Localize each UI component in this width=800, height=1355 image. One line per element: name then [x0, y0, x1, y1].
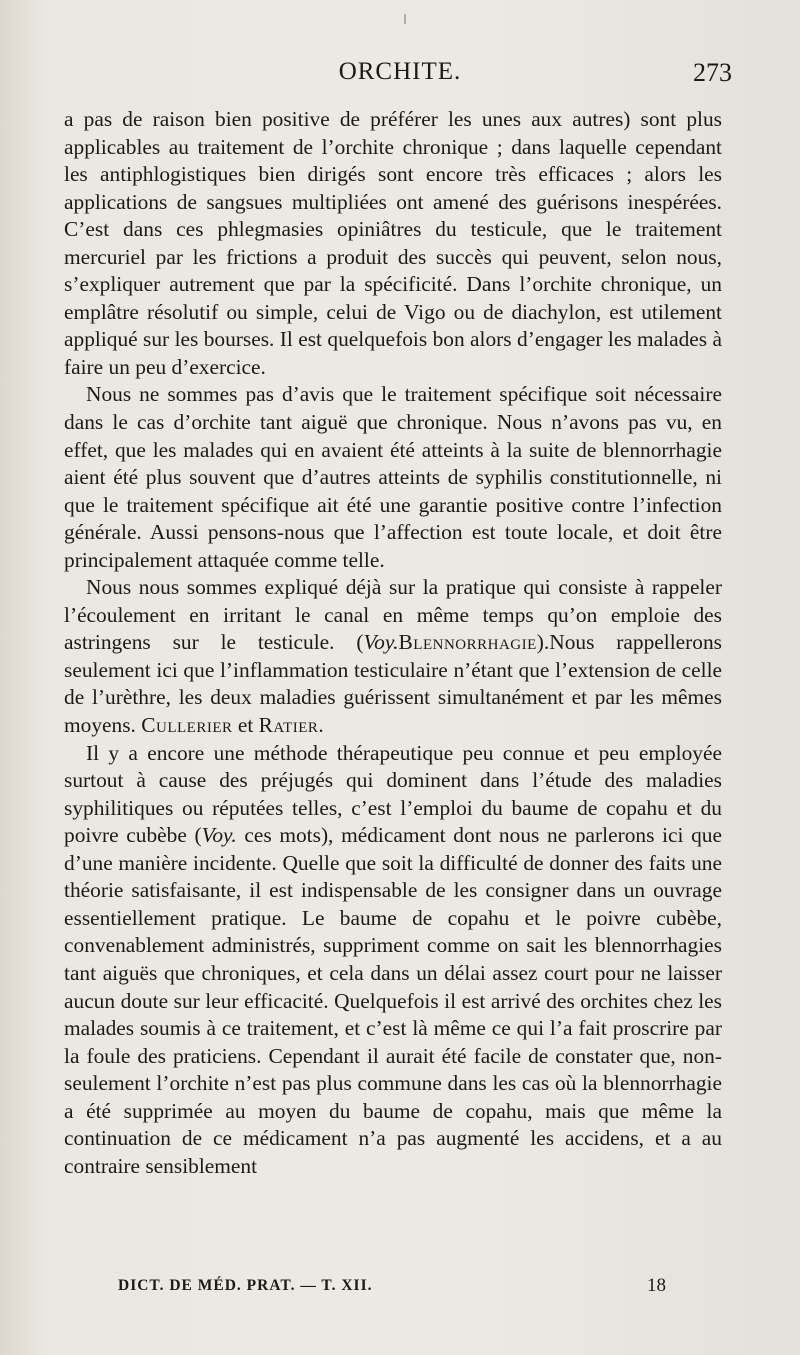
- paragraph: [64, 740, 722, 1181]
- text-run: Voy.: [363, 630, 399, 655]
- signature-line: DICT. DE MÉD. PRAT. — T. XII.: [118, 1277, 373, 1294]
- text-run: Ratier: [258, 713, 319, 738]
- page-number: 273: [693, 58, 732, 87]
- text-run: et: [232, 713, 259, 738]
- text-run: a pas de raison bien positive de préférer les unes aux autres) sont plus applicables au traitement de l’orchite chronique ; dans laquelle cependant les antiphlogistiques bien dirigés sont encore très efficaces ; alors les applications de sangsues multipliées ont amené des guérisons inespérées. C’est dans ces phlegmasies opiniâtres du testicule, que le traitement mercuriel par les frictions a produit des succès qui peuvent, selon nous, s’expliquer autrement que par la spécificité. Dans l’orchite chronique, un emplâtre résolutif ou simple, celui de Vigo ou de diachylon, est utilement appliqué sur les bourses. Il est quelquefois bon alors d’engager les malades à faire un peu d’exercice.: [64, 107, 722, 379]
- text-run: ces mots), médicament dont nous ne parlerons ici que d’une manière incidente. Quelle que soit la difficulté de donner des faits une théorie satisfaisante, il est indispensable de les consigner dans un ouvrage essentiellement pratique. Le baume de copahu et le poivre cubèbe, convenablement administrés, suppriment comme on sait les blennorrhagies tant aiguës que chroniques, et cela dans un délai assez court pour ne laisser aucun doute sur leur efficacité. Quelquefois il est arrivé des orchites chez les malades soumis à ce traitement, et c’est là même ce qui l’a fait proscrire par la foule des praticiens. Cependant il aurait été facile de constater que, non-seulement l’orchite n’est pas plus commune dans les cas où la blennorrhagie a été supprimée au moyen du baume de copahu, mais que même la continuation de ce médicament n’a pas augmenté les accidens, et a au contraire sensiblement: [64, 823, 722, 1178]
- paragraph: [64, 574, 722, 739]
- text-run: Voy.: [201, 823, 237, 848]
- page-footer: [0, 1277, 800, 1307]
- page-header: [0, 58, 800, 98]
- text-run: Blennorrhagie: [398, 630, 537, 655]
- text-run: Il y a encore une méthode thérapeutique peu connue et peu employée surtout à cause des préjugés qui dominent dans l’étude des maladies syphilitiques ou réputées telles, c’est l’emploi du baume de copahu et du poivre cubèbe (: [64, 740, 722, 848]
- body-text: [64, 106, 722, 1180]
- text-run: Nous nous sommes expliqué déjà sur la pratique qui consiste à rappeler l’écoulement en irritant le canal en même temps qu’on emploie des astringens sur le testicule. (: [64, 575, 722, 655]
- text-run: .: [318, 713, 324, 738]
- running-title: ORCHITE.: [338, 58, 462, 85]
- text-run: Cullerier: [141, 713, 233, 738]
- sheet-number: 18: [647, 1275, 666, 1296]
- text-run: Nous ne sommes pas d’avis que le traitement spécifique soit nécessaire dans le cas d’orchite tant aiguë que chronique. Nous n’avons pas vu, en effet, que les malades qui en avaient été atteints à la suite de blennorrhagie aient été plus souvent que d’autres atteints de syphilis constitutionnelle, ni que le traitement spécifique ait été une garantie positive contre l’infection générale. Aussi pensons-nous que l’affection est toute locale, et doit être principalement attaquée comme telle.: [64, 382, 722, 572]
- paragraph: [64, 381, 722, 574]
- text-run: ).Nous rappellerons seulement ici que l’inflammation testiculaire n’étant que l’extension de celle de l’urèthre, les deux maladies guérissent simultanément et par les mêmes moyens.: [64, 630, 723, 738]
- paper-speck: [404, 14, 406, 24]
- paragraph: [64, 106, 722, 381]
